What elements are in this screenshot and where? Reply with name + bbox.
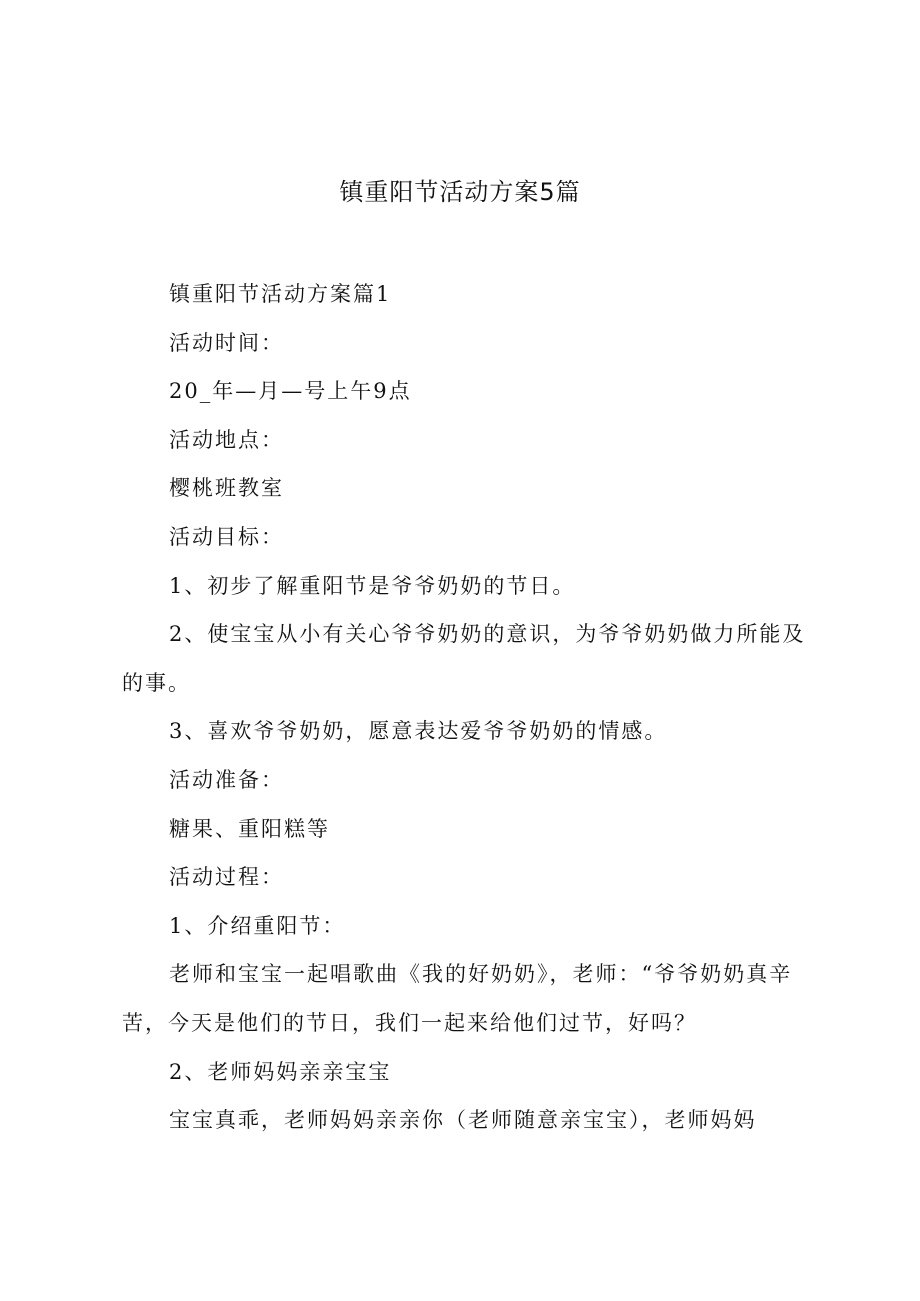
activity-location-value: 樱桃班教室	[169, 476, 284, 501]
process-step-heading: 1、介绍重阳节：	[169, 913, 346, 938]
document-body	[122, 270, 812, 1145]
process-step-text: 老师和宝宝一起唱歌曲《我的好奶奶》，老师：“爷爷奶奶真辛苦，今天是他们的节日，我们一起来给他们过节，好吗？	[122, 962, 793, 1035]
goal-item: 3、喜欢爷爷奶奶，愿意表达爱爷爷奶奶的情感。	[169, 719, 668, 744]
activity-time-label: 活动时间：	[169, 330, 284, 355]
document-title: 镇重阳节活动方案5篇	[339, 178, 581, 206]
goal-item: 1、初步了解重阳节是爷爷奶奶的节日。	[169, 573, 576, 598]
activity-preparation-label: 活动准备：	[169, 767, 284, 792]
process-step-text: 宝宝真乖，老师妈妈亲亲你（老师随意亲宝宝），老师妈妈	[169, 1108, 757, 1133]
activity-preparation-value: 糖果、重阳糕等	[169, 816, 330, 841]
activity-time-value: 20_年—月—号上午9点	[169, 379, 412, 404]
activity-location-label: 活动地点：	[169, 427, 284, 452]
goal-item: 2、使宝宝从小有关心爷爷奶奶的意识，为爷爷奶奶做力所能及的事。	[122, 622, 806, 695]
activity-process-label: 活动过程：	[169, 865, 284, 890]
process-step-heading: 2、老师妈妈亲亲宝宝	[169, 1059, 392, 1084]
activity-goals-label: 活动目标：	[169, 524, 284, 549]
section-heading: 镇重阳节活动方案篇1	[169, 282, 392, 306]
